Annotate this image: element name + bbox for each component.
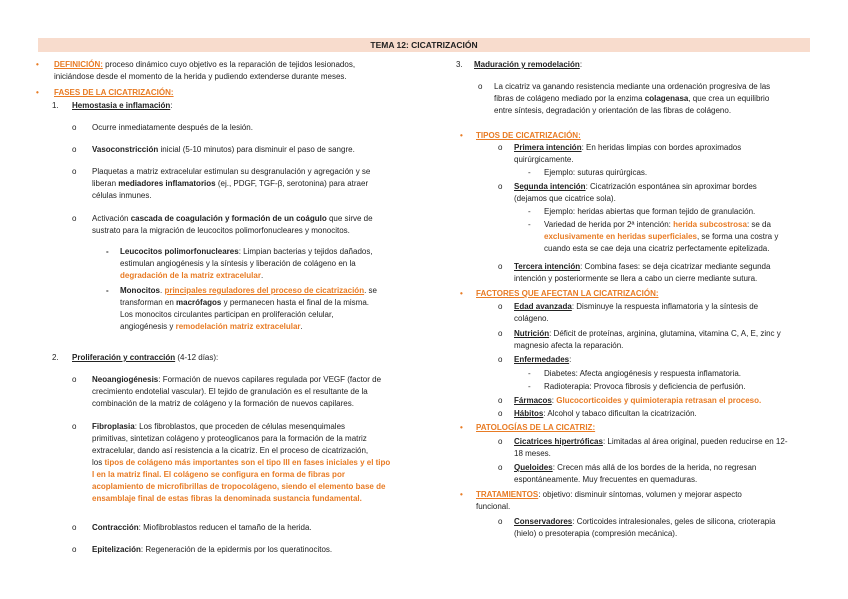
phase-1-title: Hemostasia e inflamación: [72, 101, 171, 110]
neoangiogenesis-line-2: crecimiento endotelial vascular). El tejido de granulación es el resultante de la: [92, 387, 368, 396]
edad-line-2: colágeno.: [514, 314, 549, 323]
macrofagos-label: macrófagos: [176, 298, 222, 307]
primera-example: Ejemplo: suturas quirúrgicas.: [544, 168, 648, 177]
variedad-text-3: , se forma una costra y: [696, 232, 779, 241]
bullet-circle: o: [72, 523, 77, 532]
bullet-circle: o: [72, 422, 77, 431]
queloides-label: Queloides: [514, 463, 553, 472]
queloides-line-2: espontáneamente. Muy frecuentes en quemaduras.: [514, 475, 698, 484]
plaquetas-text-2: (ej., PDGF, TGF-β, serotonina) para atraer: [215, 179, 369, 188]
colageno-highlight-1: tipos de colágeno más importantes son el tipo III en fases iniciales y el tipo: [104, 458, 391, 467]
maduracion-text-2: , que crea un equilibrio: [688, 94, 770, 103]
phase-1-item-d: [92, 213, 414, 237]
hipertroficas-label: Cicatrices hipertróficas: [514, 437, 603, 446]
neoangiogenesis-text: : Formación de nuevos capilares regulada por VEGF (factor de: [158, 375, 382, 384]
number-3: 3.: [456, 60, 463, 69]
activacion-text-2: que sirve de: [326, 214, 373, 223]
neoangiogenesis-line-3: combinación de la matriz de colágeno y la formación de nuevos capilares.: [92, 399, 354, 408]
bullet-circle: o: [498, 463, 503, 472]
conservadores-label: Conservadores: [514, 517, 573, 526]
bullet-dash: -: [106, 286, 109, 295]
fibroplasia-text: : Los fibroblastos, que proceden de células mesenquimales: [134, 422, 346, 431]
diabetes-item: Diabetes: Afecta angiogénesis y respuesta inflamatoria.: [544, 369, 742, 378]
maduracion-block: [494, 81, 812, 117]
bullet-circle: o: [498, 517, 503, 526]
bullet-dash: -: [528, 369, 531, 378]
bullet-dot: •: [460, 423, 463, 432]
bullet-dash: -: [528, 382, 531, 391]
fibroplasia-block: [92, 421, 414, 505]
bullet-dash: -: [528, 220, 531, 229]
monocitos-block: [120, 285, 412, 333]
primera-text: : En heridas limpias con bordes aproximados: [581, 143, 742, 152]
tratamientos-block: [476, 489, 812, 513]
phase-2-title: Proliferación y contracción: [72, 353, 176, 362]
hipertroficas-text: : Limitadas al área original, pueden reducirse en 12-: [602, 437, 788, 446]
habitos-label: Hábitos: [514, 409, 544, 418]
bullet-circle: o: [498, 409, 503, 418]
monocitos-text-2: y permanecen hasta el final de la misma.: [221, 298, 370, 307]
enfermedades-colon: :: [569, 355, 572, 364]
monocitos-line-3: Los monocitos circulantes participan en proliferación celular,: [120, 310, 334, 319]
phase-1-item-a: Ocurre inmediatamente después de la lesión.: [92, 123, 253, 132]
contraccion-item: [92, 522, 312, 534]
fibroplasia-text-4: los: [92, 458, 105, 467]
maduracion-text: fibras de colágeno mediado por la enzima: [494, 94, 645, 103]
vasoconstriccion-label: Vasoconstricción: [92, 145, 159, 154]
edad-block: [514, 301, 812, 325]
farmacos-colon: :: [551, 396, 557, 405]
conservadores-block: [514, 516, 812, 540]
monocitos-end: . se: [364, 286, 377, 295]
leucocitos-label: Leucocitos polimorfonucleares: [120, 247, 239, 256]
tratamientos-text: : objetivo: disminuir síntomas, volumen y mejorar aspecto: [538, 490, 742, 499]
segunda-label: Segunda intención: [514, 182, 586, 191]
phase-1-colon: :: [170, 101, 173, 110]
bullet-dot: •: [460, 289, 463, 298]
mediadores-label: mediadores inflamatorios: [118, 179, 216, 188]
fibroplasia-label: Fibroplasia: [92, 422, 135, 431]
hipertroficas-line-2: 18 meses.: [514, 449, 551, 458]
tratamientos-label: TRATAMIENTOS: [476, 490, 539, 499]
bullet-circle: o: [498, 182, 503, 191]
segunda-example: Ejemplo: heridas abiertas que forman tejido de granulación.: [544, 207, 756, 216]
contraccion-label: Contracción: [92, 523, 139, 532]
bullet-circle: o: [72, 123, 77, 132]
edad-text: : Disminuye la respuesta inflamatoria y la síntesis de: [571, 302, 759, 311]
bullet-circle: o: [498, 143, 503, 152]
bullet-circle: o: [498, 355, 503, 364]
bullet-circle: o: [498, 437, 503, 446]
farmacos-label: Fármacos: [514, 396, 552, 405]
tipos-label: TIPOS DE CICATRIZACIÓN:: [476, 131, 581, 140]
page-title: TEMA 12: CICATRIZACIÓN: [38, 38, 810, 52]
factores-label: FACTORES QUE AFECTAN LA CICATRIZACIÓN:: [476, 289, 659, 298]
habitos-item: [514, 408, 697, 420]
queloides-block: [514, 462, 812, 486]
phase-1-heading: [72, 100, 173, 112]
factores-heading: [476, 288, 659, 300]
monocitos-dot: .: [160, 286, 165, 295]
phase-3-colon: :: [579, 60, 583, 69]
number-2: 2.: [52, 353, 59, 362]
phase-2-heading: [72, 352, 218, 364]
definition-text: proceso dinámico cuyo objetivo es la reparación de tejidos lesionados,: [102, 60, 356, 69]
bullet-circle: o: [72, 545, 77, 554]
bullet-circle: o: [72, 167, 77, 176]
tercera-block: [514, 261, 812, 285]
nutricion-block: [514, 328, 812, 352]
definition-label: DEFINICIÓN:: [54, 60, 103, 69]
maduracion-line-1: La cicatriz va ganando resistencia mediante una ordenación progresiva de las: [494, 82, 771, 91]
plaquetas-line-3: células inmunes.: [92, 191, 152, 200]
primera-label: Primera intención: [514, 143, 582, 152]
bullet-dot: •: [460, 490, 463, 499]
tipos-heading: [476, 130, 581, 142]
radioterapia-item: Radioterapia: Provoca fibrosis y deficiencia de perfusión.: [544, 382, 746, 391]
tercera-line-2: intención y posteriormente se llera a cabo un cierre mediante sutura.: [514, 274, 758, 283]
colageno-highlight-2: I en la matriz final. El colágeno se configura en forma de fibras por: [92, 470, 345, 479]
habitos-text: : Alcohol y tabaco dificultan la cicatrización.: [543, 409, 697, 418]
activacion-line-2: sustrato para la migración de leucocitos polimorfonucleares y monocitos.: [92, 226, 350, 235]
phase-3-title: Maduración y remodelación: [474, 60, 580, 69]
bullet-dash: -: [106, 247, 109, 256]
subcostrosa-block: [544, 219, 812, 255]
queloides-text: : Crecen más allá de los bordes de la herida, no regresan: [552, 463, 757, 472]
degradacion-highlight: degradación de la matriz extracelular: [120, 271, 261, 280]
bullet-circle: o: [72, 214, 77, 223]
bullet-circle: o: [498, 302, 503, 311]
colagenasa-label: colagenasa: [644, 94, 689, 103]
nutricion-label: Nutrición: [514, 329, 550, 338]
definition-text-2: iniciándose desde el momento de la herida y pudiendo extenderse durante meses.: [54, 72, 347, 81]
monocitos-end-4: .: [300, 322, 303, 331]
superficiales-highlight: exclusivamente en heridas superficiales: [544, 232, 697, 241]
remodelacion-highlight: remodelación matriz extracelular: [175, 322, 301, 331]
hipertroficas-block: [514, 436, 812, 460]
contraccion-text: : Miofibroblastos reducen el tamaño de la herida.: [138, 523, 312, 532]
primera-line-2: quirúrgicamente.: [514, 155, 574, 164]
variedad-text-2: : se da: [746, 220, 771, 229]
farmacos-highlight: Glucocorticoides y quimioterapia retrasan el proceso.: [556, 396, 762, 405]
neoangiogenesis-block: [92, 374, 414, 410]
colageno-highlight-3: acoplamiento de microfibrillas de tropocolágeno, siendo el elemento base de: [92, 482, 386, 491]
patologias-label: PATOLOGÍAS DE LA CICATRIZ:: [476, 423, 596, 432]
bullet-dash: -: [528, 207, 531, 216]
variedad-line-3: cuando esta se cae deja una cicatriz perfectamente epitelizada.: [544, 244, 770, 253]
definition-block: [54, 59, 416, 83]
nutricion-line-2: magnesio afecta la reparación.: [514, 341, 624, 350]
bullet-circle: o: [72, 375, 77, 384]
neoangiogenesis-label: Neoangiogénesis: [92, 375, 159, 384]
bullet-dot: •: [460, 131, 463, 140]
cascada-label: cascada de coagulación y formación de un coágulo: [130, 214, 327, 223]
farmacos-item: [514, 395, 761, 407]
tercera-label: Tercera intención: [514, 262, 581, 271]
conservadores-text: : Corticoides intralesionales, geles de silicona, crioterapia: [572, 517, 776, 526]
bullet-circle: o: [498, 396, 503, 405]
vasoconstriccion-text: inicial (5-10 minutos) para disminuir el paso de sangre.: [158, 145, 355, 154]
epitelizacion-text: : Regeneración de la epidermis por los queratinocitos.: [140, 545, 333, 554]
phase-3-heading: [474, 59, 582, 71]
fibroplasia-line-2: primitivas, sintetizan colágeno y proteoglicanos para la formación de la matriz: [92, 434, 367, 443]
plaquetas-text: liberan: [92, 179, 119, 188]
leucocitos-block: [120, 246, 412, 282]
bullet-circle: o: [478, 82, 483, 91]
fibroplasia-line-3: extracelular, dando así resistencia a la cicatriz. En el proceso de cicatrización,: [92, 446, 369, 455]
bullet-circle: o: [72, 145, 77, 154]
bullet-dot: •: [36, 60, 39, 69]
segunda-line-2: (dejamos que cicatrice sola).: [514, 194, 616, 203]
bullet-dash: -: [528, 168, 531, 177]
epitelizacion-label: Epitelización: [92, 545, 141, 554]
leucocitos-line-2: estimulan angiogénesis y la síntesis y liberación de colágeno en la: [120, 259, 356, 268]
phase-2-days: (4-12 días):: [175, 353, 219, 362]
bullet-dot: •: [36, 88, 39, 97]
primera-block: [514, 142, 812, 166]
fases-label: FASES DE LA CICATRIZACIÓN:: [54, 88, 174, 97]
conservadores-line-2: (hielo) o presoterapia (compresión mecánica).: [514, 529, 678, 538]
bullet-circle: o: [498, 262, 503, 271]
activacion-text: Activación: [92, 214, 131, 223]
plaquetas-line-1: Plaquetas a matriz extracelular estimulan su desgranulación y agregación y se: [92, 167, 371, 176]
patologias-heading: [476, 422, 595, 434]
epitelizacion-item: [92, 544, 332, 556]
monocitos-text: transforman en: [120, 298, 177, 307]
segunda-text: : Cicatrización espontánea sin aproximar bordes: [585, 182, 757, 191]
reguladores-highlight: principales reguladores del proceso de cicatrización: [164, 286, 365, 295]
colageno-highlight-4: ensamblaje final de estas fibras la denominada sustancia fundamental.: [92, 494, 362, 503]
subcostrosa-highlight: herida subcostrosa: [673, 220, 747, 229]
fases-heading: [54, 87, 174, 99]
monocitos-label: Monocitos: [120, 286, 160, 295]
phase-1-item-c: [92, 166, 414, 202]
number-1: 1.: [52, 101, 59, 110]
leucocitos-text: : Limpian bacterias y tejidos dañados,: [238, 247, 373, 256]
maduracion-line-3: entre síntesis, degradación y orientación de las fibras de colágeno.: [494, 106, 732, 115]
variedad-text: Variedad de herida por 2ª intención:: [544, 220, 674, 229]
enfermedades-label: Enfermedades: [514, 355, 570, 364]
segunda-block: [514, 181, 812, 205]
monocitos-text-4: angiogénesis y: [120, 322, 176, 331]
edad-label: Edad avanzada: [514, 302, 572, 311]
leucocitos-end: .: [260, 271, 264, 280]
tratamientos-line-2: funcional.: [476, 502, 511, 511]
bullet-circle: o: [498, 329, 503, 338]
nutricion-text: : Déficit de proteínas, arginina, glutamina, vitamina C, A, E, zinc y: [549, 329, 781, 338]
phase-1-item-b: [92, 144, 355, 156]
tercera-text: : Combina fases: se deja cicatrizar mediante segunda: [580, 262, 771, 271]
enfermedades-heading: [514, 354, 571, 366]
